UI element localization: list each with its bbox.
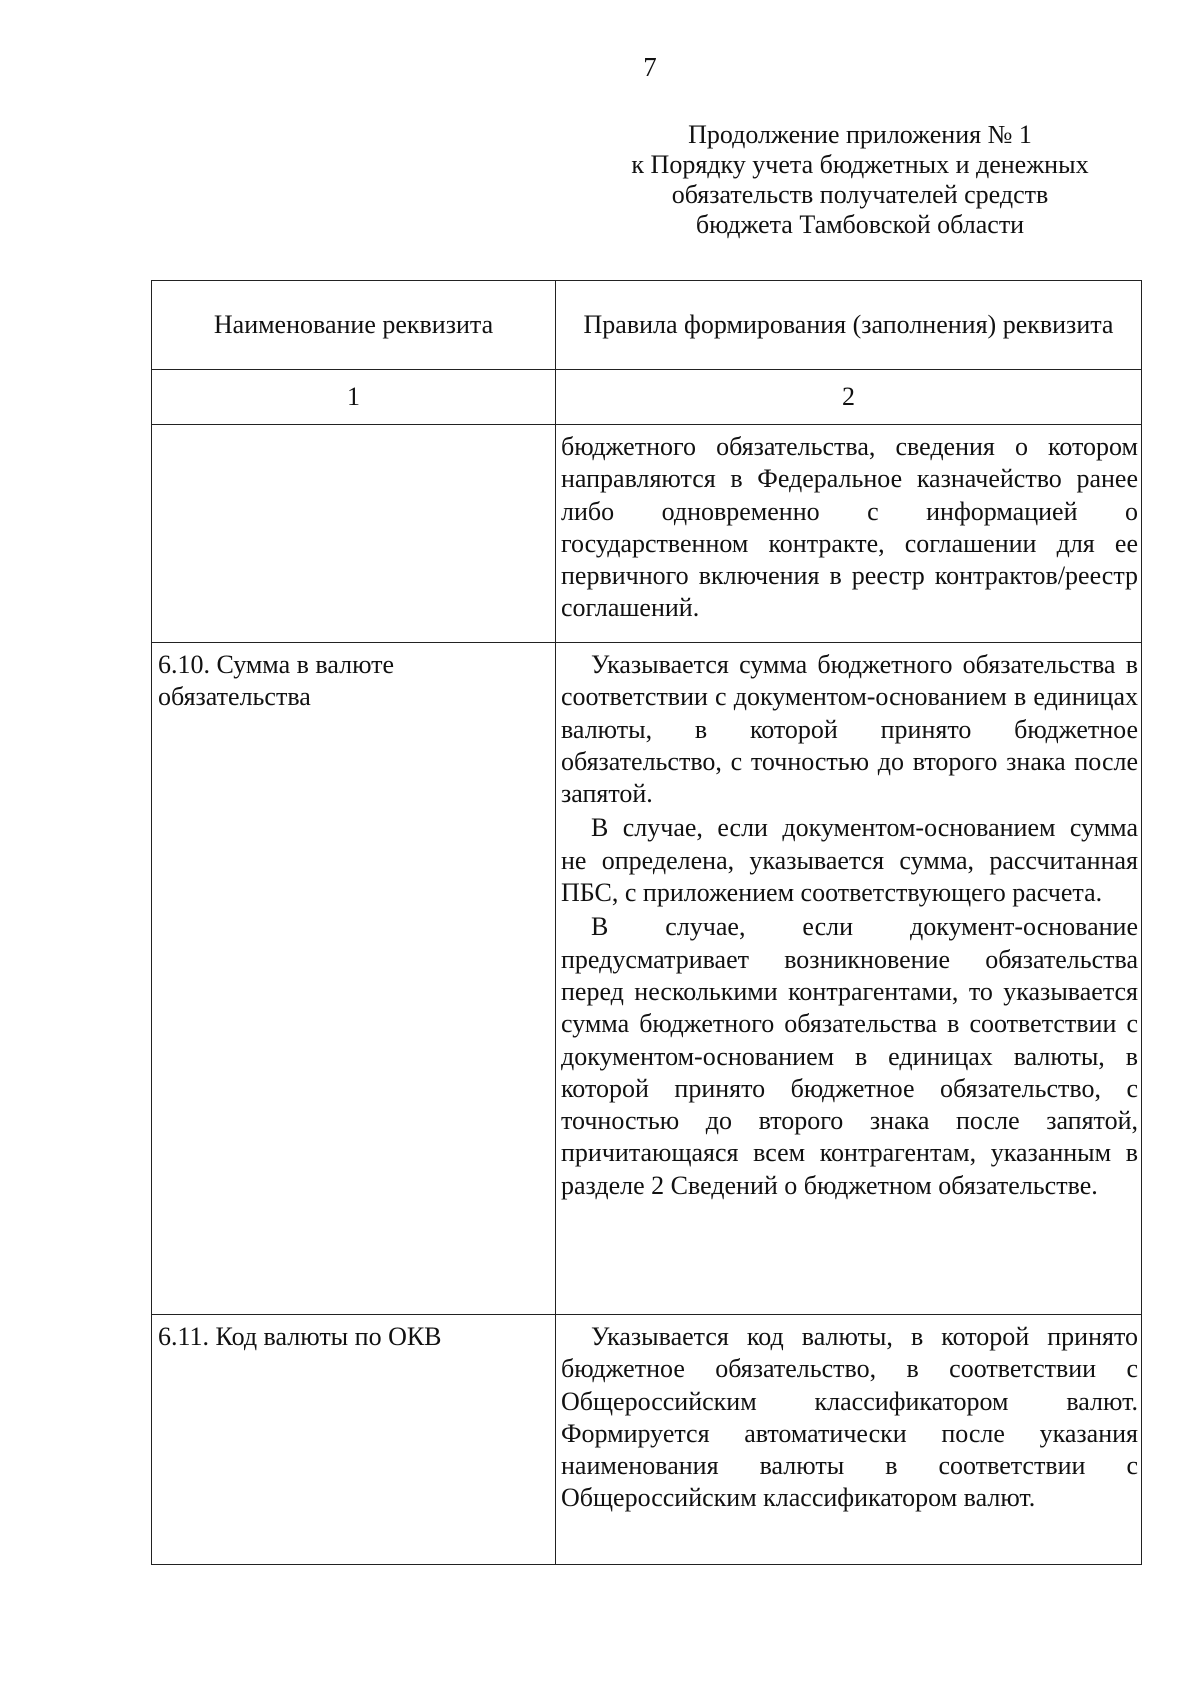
rule-paragraph: В случае, если документом-основанием сумма не определена, указывается сумма, рассчитанная ПБС, с приложением соответствующего расчета.	[561, 813, 1138, 908]
requisite-rules	[556, 1315, 1142, 1565]
requisite-name: 6.10. Сумма в валюте обязательства	[152, 643, 556, 1315]
table-row	[152, 1315, 1142, 1565]
requisite-rules	[556, 425, 1142, 643]
requisite-rules	[556, 643, 1142, 1315]
rule-paragraph: Указывается код валюты, в которой принято бюджетное обязательство, в соответствии с Общероссийским классификатором валют. Формируется автоматически после указания наименования валюты в соответствии с Общероссийским классификатором валют.	[561, 1322, 1138, 1513]
header-line: обязательств получателей средств	[671, 180, 1049, 209]
column-header-name: Наименование реквизита	[152, 281, 556, 370]
rule-paragraph: бюджетного обязательства, сведения о котором направляются в Федеральное казначейство ранее либо одновременно с информацией о государственном контракте, соглашении для ее первичного включения в реестр контрактов/реестр соглашений.	[561, 432, 1138, 623]
table-row	[152, 643, 1142, 1315]
requisites-table	[151, 280, 1142, 1565]
table-header-row	[152, 281, 1142, 370]
column-number: 2	[556, 370, 1142, 425]
header-line: к Порядку учета бюджетных и денежных	[631, 150, 1089, 179]
page-number: 7	[643, 52, 657, 82]
column-numbers-row	[152, 370, 1142, 425]
rule-paragraph: В случае, если документ-основание предусматривает возникновение обязательства перед несколькими контрагентами, то указывается сумма бюджетного обязательства в соответствии с документом-основанием в единицах валюты, в которой принято бюджетное обязательство, с точностью до второго знака после запятой, причитающаяся всем контрагентам, указанным в разделе 2 Сведений о бюджетном обязательстве.	[561, 912, 1138, 1200]
column-header-rules: Правила формирования (заполнения) реквизита	[556, 281, 1142, 370]
header-line: Продолжение приложения № 1	[688, 120, 1032, 149]
requisite-name: 6.11. Код валюты по ОКВ	[152, 1315, 556, 1565]
header-line: бюджета Тамбовской области	[695, 210, 1025, 239]
rule-paragraph: Указывается сумма бюджетного обязательства в соответствии с документом-основанием в единицах валюты, в которой принято бюджетное обязательство, с точностью до второго знака после запятой.	[561, 650, 1138, 809]
column-number: 1	[152, 370, 556, 425]
appendix-header	[600, 120, 1120, 240]
requisite-name	[152, 425, 556, 643]
table-row	[152, 425, 1142, 643]
